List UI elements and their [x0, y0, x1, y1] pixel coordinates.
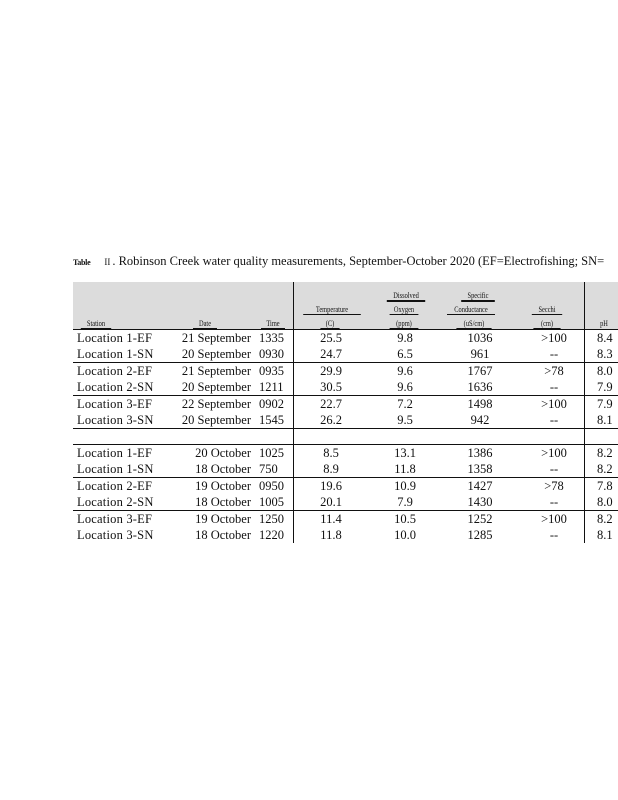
cell-time: 1220 — [259, 528, 284, 542]
cell-temperature: 8.5 — [323, 446, 339, 460]
header-sc-line1: Specific — [461, 291, 495, 302]
cell-ph: 8.2 — [597, 462, 613, 476]
table-caption — [73, 253, 618, 271]
cell-date: 20 September — [181, 380, 251, 394]
cell-station: Location 2-SN — [77, 380, 154, 394]
cell-secchi: >100 — [541, 331, 567, 345]
header-sc-unit: (uS/cm) — [456, 319, 491, 329]
cell-date: 21 September — [181, 364, 251, 378]
cell-station: Location 2-EF — [77, 364, 153, 378]
cell-secchi: >78 — [544, 364, 564, 378]
cell-ph: 8.2 — [597, 446, 613, 460]
cell-time: 1211 — [259, 380, 284, 394]
table-row — [73, 412, 618, 428]
cell-station: Location 3-EF — [77, 397, 153, 411]
header-station: Station — [81, 319, 111, 329]
header-temperature-unit: (C) — [320, 319, 339, 329]
table-number: II — [104, 257, 111, 267]
cell-ph: 7.8 — [597, 479, 613, 493]
cell-time: 1005 — [259, 495, 284, 509]
cell-date: 18 October — [195, 495, 251, 509]
cell-temperature: 22.7 — [320, 397, 342, 411]
cell-station: Location 1-EF — [77, 331, 153, 345]
cell-time: 750 — [259, 462, 278, 476]
header-sc-line2: Conductance — [447, 305, 495, 315]
cell-station: Location 1-EF — [77, 446, 153, 460]
cell-specific-conductance: 1358 — [467, 462, 493, 476]
table-row — [73, 461, 618, 477]
header-date: Date — [193, 319, 217, 329]
table-row — [73, 494, 618, 510]
table-row — [73, 445, 618, 461]
cell-date: 18 October — [195, 462, 251, 476]
section-rule — [73, 428, 618, 429]
cell-dissolved-oxygen: 9.6 — [397, 364, 413, 378]
cell-dissolved-oxygen: 9.5 — [397, 413, 413, 427]
table-row — [73, 527, 618, 543]
cell-specific-conductance: 1430 — [467, 495, 493, 509]
cell-ph: 8.4 — [597, 331, 613, 345]
cell-specific-conductance: 1636 — [467, 380, 493, 394]
cell-dissolved-oxygen: 9.8 — [397, 331, 413, 345]
cell-secchi: -- — [549, 347, 559, 361]
cell-temperature: 11.8 — [320, 528, 342, 542]
cell-dissolved-oxygen: 9.6 — [397, 380, 413, 394]
cell-secchi: -- — [549, 380, 559, 394]
cell-secchi: -- — [549, 413, 559, 427]
header-secchi: Secchi — [532, 305, 562, 315]
cell-time: 1545 — [259, 413, 284, 427]
cell-temperature: 8.9 — [323, 462, 339, 476]
cell-specific-conductance: 1427 — [467, 479, 493, 493]
cell-time: 1025 — [259, 446, 284, 460]
table-row — [73, 396, 618, 412]
cell-station: Location 1-SN — [77, 462, 154, 476]
cell-ph: 8.0 — [597, 364, 613, 378]
cell-specific-conductance: 1036 — [467, 331, 493, 345]
cell-temperature: 25.5 — [320, 331, 342, 345]
table-row — [73, 363, 618, 379]
cell-temperature: 30.5 — [320, 380, 342, 394]
header-time: Time — [261, 319, 285, 329]
table-row — [73, 478, 618, 494]
cell-secchi: -- — [549, 528, 559, 542]
cell-temperature: 24.7 — [320, 347, 342, 361]
cell-station: Location 3-SN — [77, 528, 154, 542]
cell-ph: 8.2 — [597, 512, 613, 526]
cell-temperature: 20.1 — [320, 495, 342, 509]
cell-secchi: >100 — [541, 512, 567, 526]
cell-date: 19 October — [195, 512, 251, 526]
cell-dissolved-oxygen: 10.5 — [394, 512, 416, 526]
cell-temperature: 26.2 — [320, 413, 342, 427]
caption-text: . Robinson Creek water quality measurements, September-October 2020 (EF=Electrofishing; SN= — [112, 254, 605, 268]
cell-ph: 8.0 — [597, 495, 613, 509]
cell-date: 21 September — [181, 331, 251, 345]
cell-date: 20 September — [181, 413, 251, 427]
cell-secchi: -- — [549, 495, 559, 509]
table-row — [73, 330, 618, 346]
table-row — [73, 511, 618, 527]
cell-ph: 7.9 — [597, 380, 613, 394]
cell-station: Location 3-EF — [77, 512, 153, 526]
table-row — [73, 346, 618, 362]
cell-dissolved-oxygen: 11.8 — [394, 462, 416, 476]
cell-specific-conductance: 961 — [470, 347, 490, 361]
cell-dissolved-oxygen: 10.9 — [394, 479, 416, 493]
header-temperature: Temperature — [303, 305, 361, 315]
cell-station: Location 3-SN — [77, 413, 154, 427]
cell-temperature: 29.9 — [320, 364, 342, 378]
cell-ph: 8.3 — [597, 347, 613, 361]
cell-station: Location 2-EF — [77, 479, 153, 493]
header-do-unit: (ppm) — [390, 319, 419, 329]
cell-dissolved-oxygen: 13.1 — [394, 446, 416, 460]
cell-date: 18 October — [195, 528, 251, 542]
cell-date: 20 September — [181, 347, 251, 361]
header-do-line2: Oxygen — [390, 305, 419, 315]
cell-secchi: >100 — [541, 446, 567, 460]
cell-secchi: >100 — [541, 397, 567, 411]
cell-specific-conductance: 1252 — [467, 512, 493, 526]
header-ph: pH — [600, 319, 608, 328]
cell-ph: 8.1 — [597, 413, 613, 427]
header-do-line1: Dissolved — [387, 291, 425, 302]
cell-time: 0950 — [259, 479, 284, 493]
cell-time: 0935 — [259, 364, 284, 378]
header-secchi-unit: (cm) — [533, 319, 560, 329]
cell-ph: 7.9 — [597, 397, 613, 411]
cell-dissolved-oxygen: 7.9 — [397, 495, 413, 509]
cell-dissolved-oxygen: 10.0 — [394, 528, 416, 542]
cell-secchi: -- — [549, 462, 559, 476]
table-row — [73, 379, 618, 395]
cell-specific-conductance: 942 — [470, 413, 490, 427]
cell-dissolved-oxygen: 7.2 — [397, 397, 413, 411]
cell-station: Location 1-SN — [77, 347, 154, 361]
cell-temperature: 19.6 — [320, 479, 342, 493]
cell-ph: 8.1 — [597, 528, 613, 542]
cell-time: 0930 — [259, 347, 284, 361]
cell-time: 0902 — [259, 397, 284, 411]
cell-specific-conductance: 1285 — [467, 528, 493, 542]
cell-dissolved-oxygen: 6.5 — [397, 347, 413, 361]
cell-specific-conductance: 1498 — [467, 397, 493, 411]
cell-temperature: 11.4 — [320, 512, 342, 526]
cell-secchi: >78 — [544, 479, 564, 493]
cell-specific-conductance: 1767 — [467, 364, 493, 378]
cell-date: 20 October — [195, 446, 251, 460]
cell-time: 1250 — [259, 512, 284, 526]
cell-date: 19 October — [195, 479, 251, 493]
cell-date: 22 September — [181, 397, 251, 411]
cell-specific-conductance: 1386 — [467, 446, 493, 460]
cell-station: Location 2-SN — [77, 495, 154, 509]
table-label: Table — [73, 258, 91, 267]
cell-time: 1335 — [259, 331, 284, 345]
